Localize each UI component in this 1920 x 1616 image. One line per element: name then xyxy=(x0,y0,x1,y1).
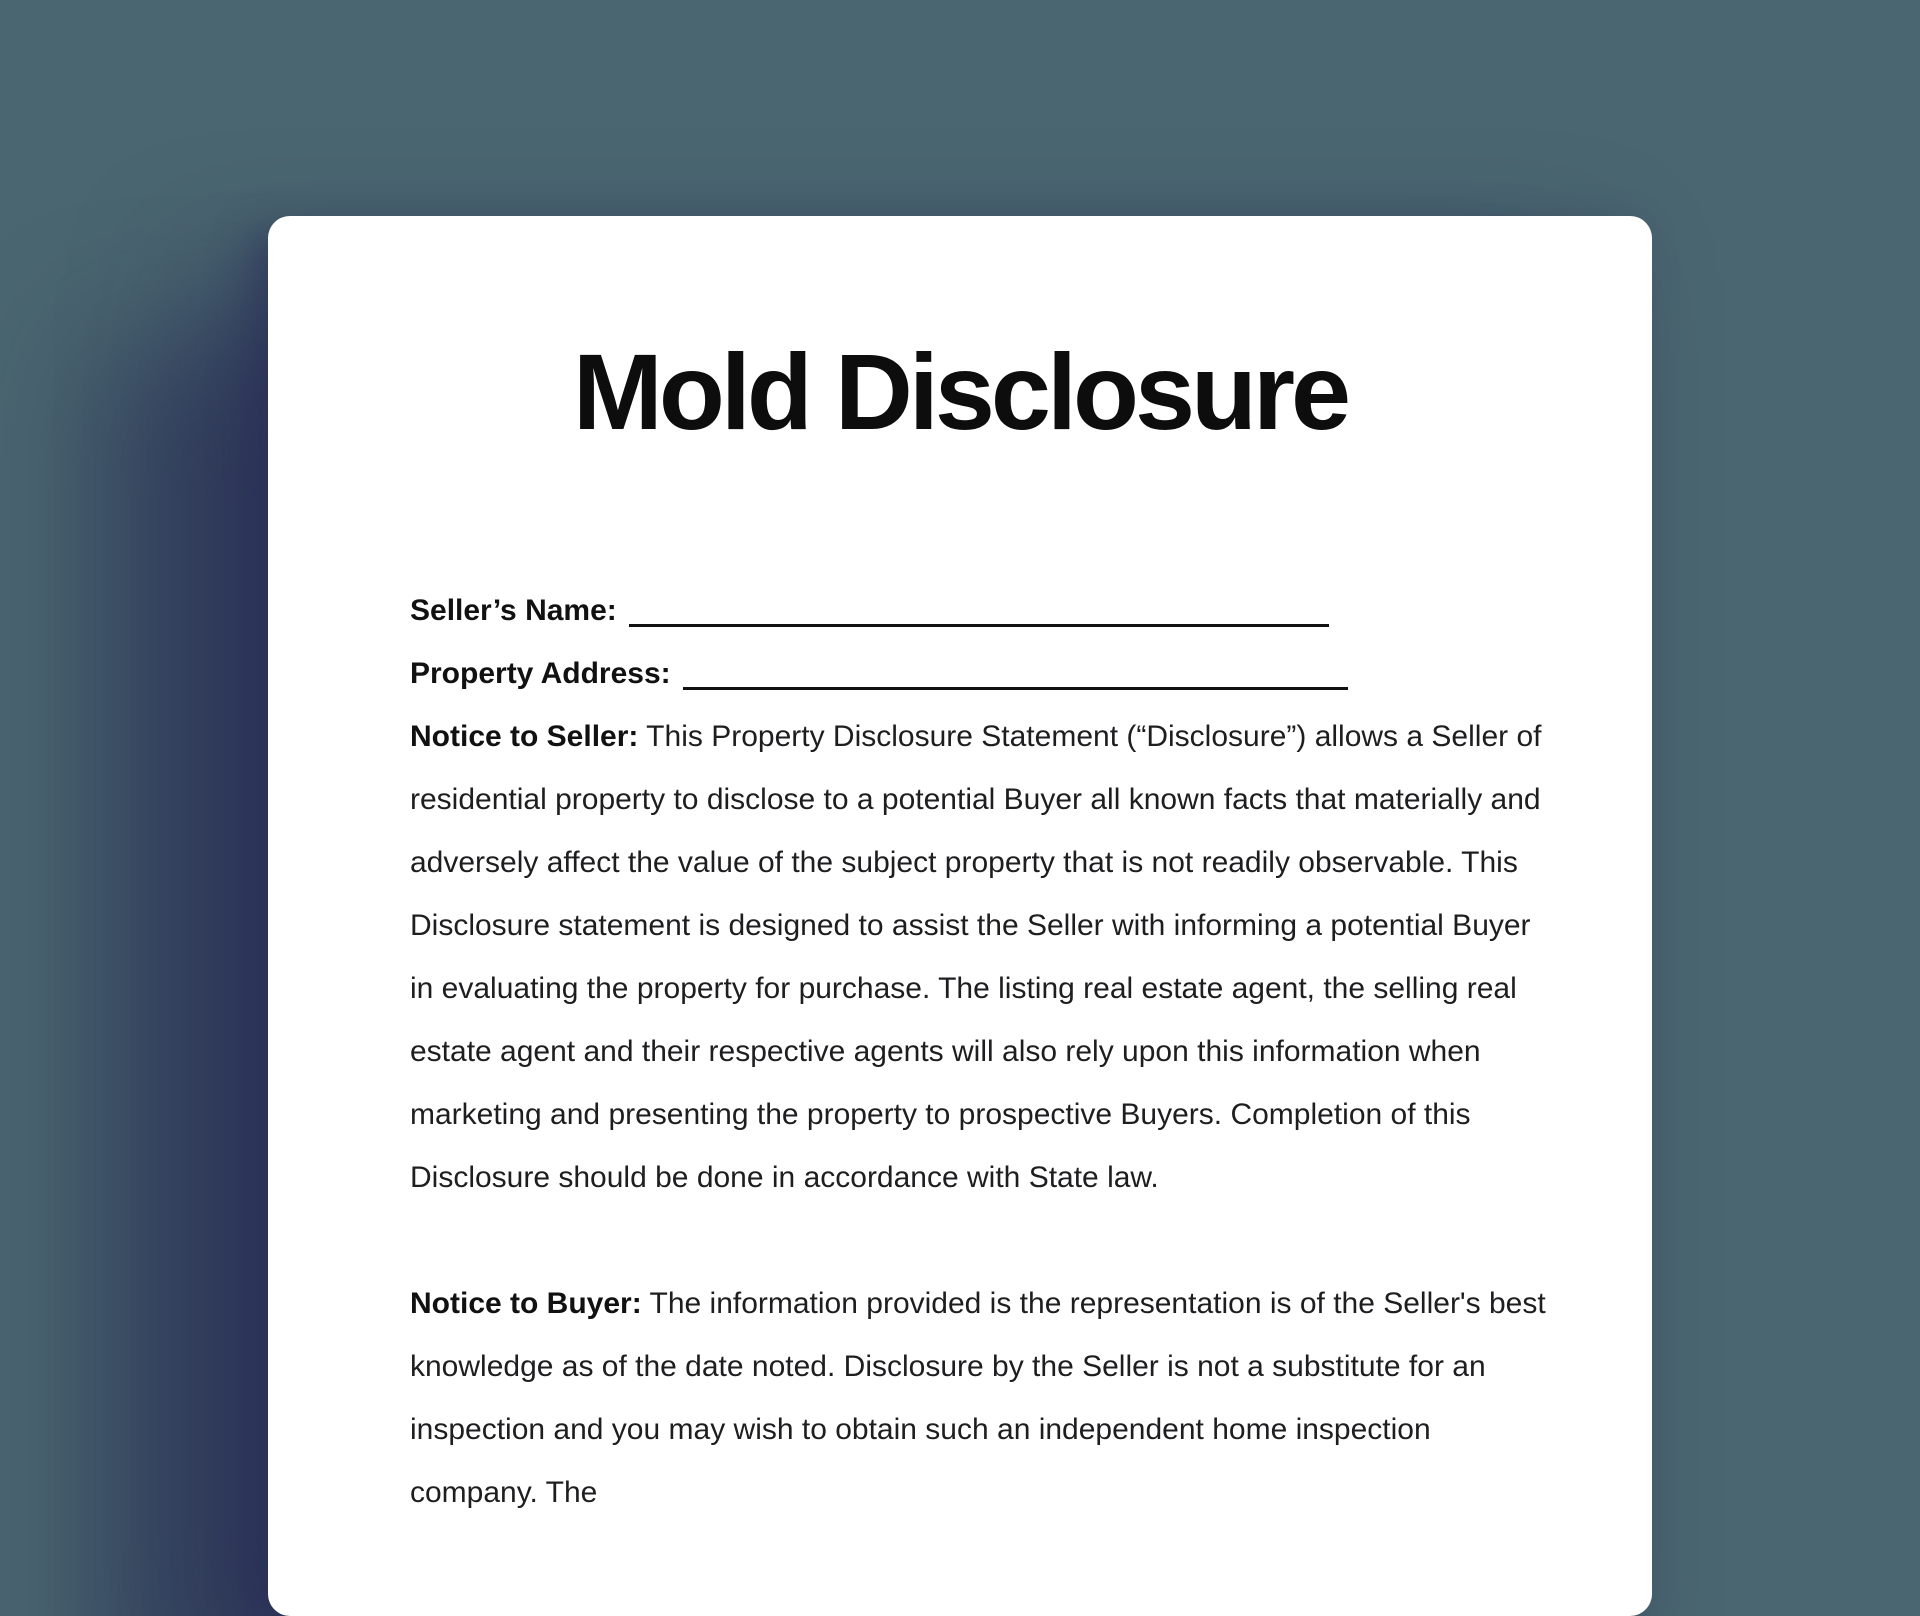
document-body xyxy=(268,579,1652,1524)
document-title: Mold Disclosure xyxy=(572,331,1348,452)
property-address-label: Property Address: xyxy=(410,657,671,690)
notice-to-buyer-text: The information provided is the representation is of the Seller's best knowledge as of the date noted. Disclosure by the Seller is not a substitute for an inspection and you may wish to obtain such an independent home inspection company. The xyxy=(410,1287,1546,1509)
notice-to-seller-paragraph xyxy=(410,705,1556,1209)
seller-name-label: Seller’s Name: xyxy=(410,594,617,627)
property-address-blank-line[interactable] xyxy=(683,687,1348,690)
seller-name-field xyxy=(410,579,1556,642)
notice-to-seller-text: This Property Disclosure Statement (“Disclosure”) allows a Seller of residential property to disclose to a potential Buyer all known facts that materially and adversely affect the value of the subject property that is not readily observable. This Disclosure statement is designed to assist the Seller with informing a potential Buyer in evaluating the property for purchase. The listing real estate agent, the selling real estate agent and their respective agents will also rely upon this information when marketing and presenting the property to prospective Buyers. Completion of this Disclosure should be done in accordance with State law. xyxy=(410,720,1542,1194)
notice-to-buyer-paragraph xyxy=(410,1272,1556,1524)
notice-to-seller-label: Notice to Seller: xyxy=(410,720,639,753)
seller-name-blank-line[interactable] xyxy=(629,624,1329,627)
document-page xyxy=(268,216,1652,1616)
property-address-field xyxy=(410,642,1556,705)
notice-to-buyer-label: Notice to Buyer: xyxy=(410,1287,642,1320)
